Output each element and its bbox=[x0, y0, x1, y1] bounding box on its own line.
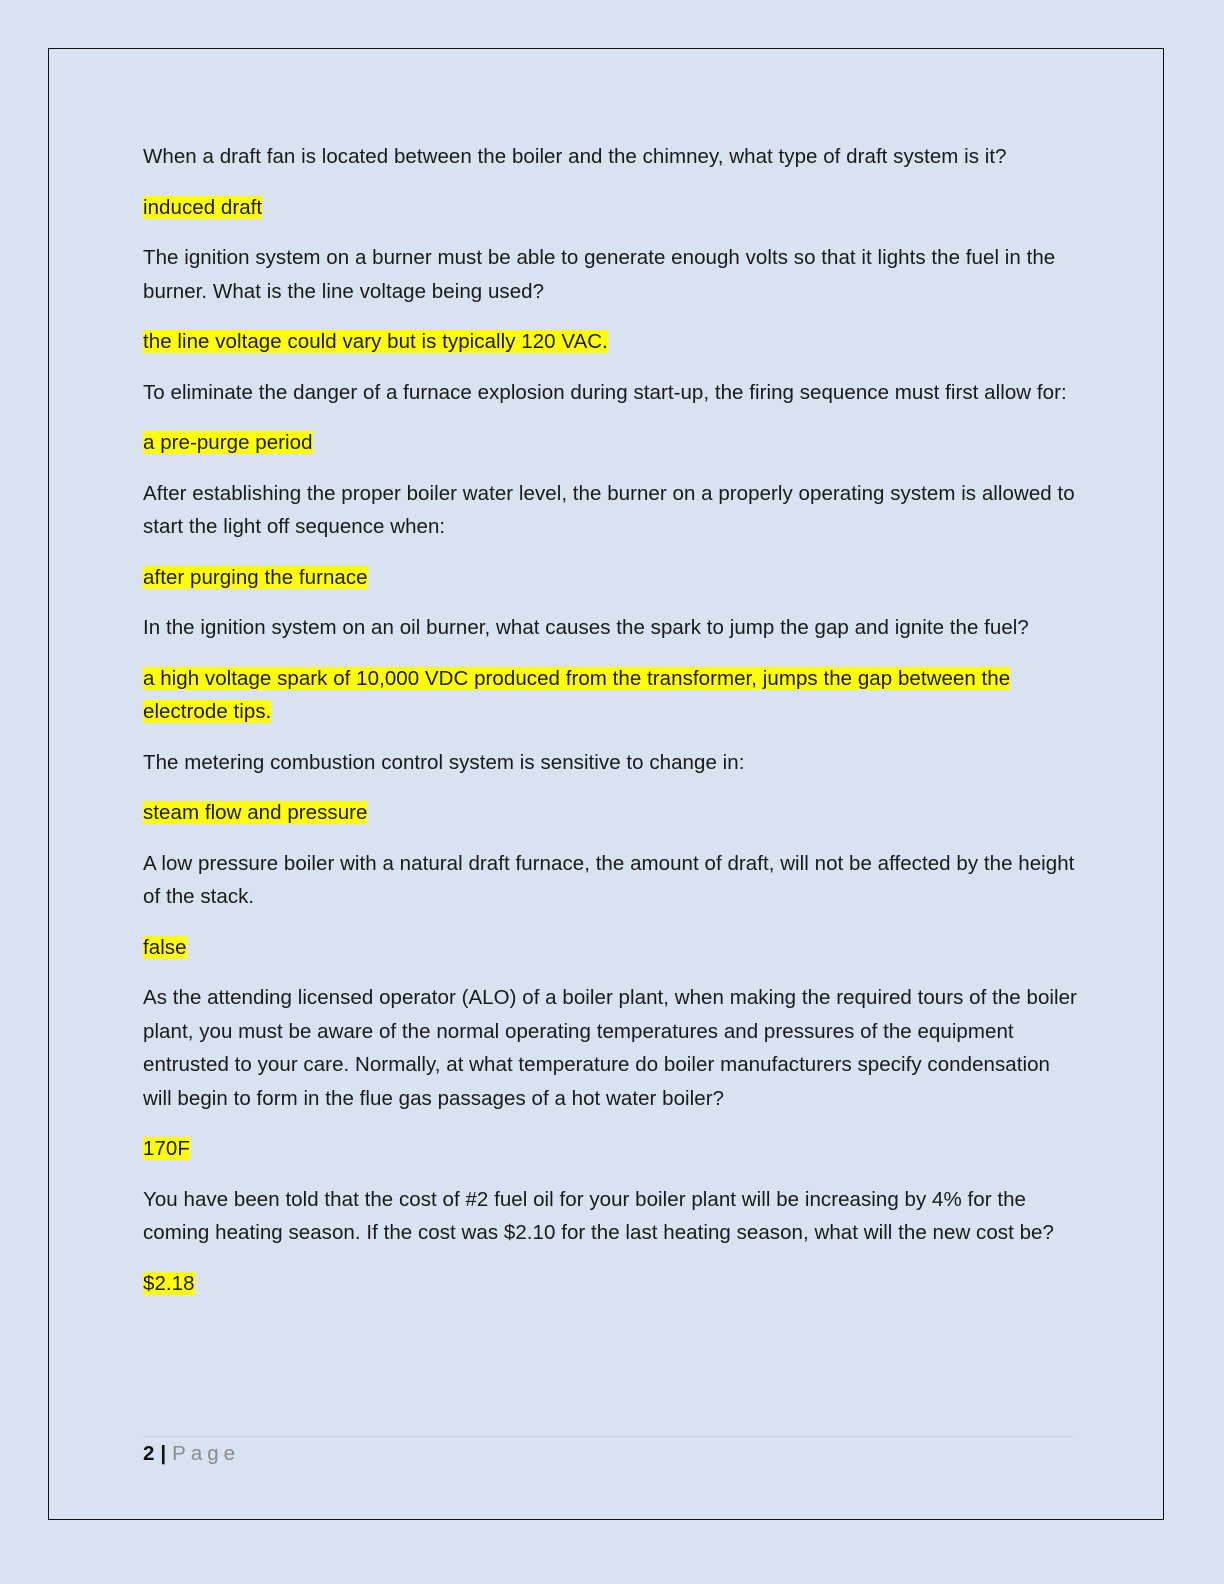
page-label: Page bbox=[172, 1442, 241, 1465]
answer-text bbox=[143, 325, 1078, 359]
answer-highlight: false bbox=[143, 935, 187, 959]
question-text: The ignition system on a burner must be able to generate enough volts so that it lights the fuel in the burner. What is the line voltage being used? bbox=[143, 246, 1056, 303]
question-text: In the ignition system on an oil burner, what causes the spark to jump the gap and ignite the fuel? bbox=[143, 616, 1029, 639]
answer-text bbox=[143, 426, 1078, 460]
answer-text bbox=[143, 662, 1078, 729]
answer-text bbox=[143, 1267, 1078, 1301]
answer-highlight: a high voltage spark of 10,000 VDC produced from the transformer, jumps the gap between the electrode tips. bbox=[143, 666, 1011, 723]
answer-text bbox=[143, 191, 1078, 225]
question-text: A low pressure boiler with a natural draft furnace, the amount of draft, will not be affected by the height of the stack. bbox=[143, 851, 1075, 908]
answer-text bbox=[143, 796, 1078, 830]
answer-text bbox=[143, 1132, 1078, 1166]
question-text: When a draft fan is located between the boiler and the chimney, what type of draft system is it? bbox=[143, 145, 1007, 168]
footer-divider bbox=[143, 1436, 1073, 1437]
question-text: After establishing the proper boiler water level, the burner on a properly operating system is allowed to start the light off sequence when: bbox=[143, 481, 1075, 538]
answer-highlight: induced draft bbox=[143, 195, 263, 219]
answer-highlight: 170F bbox=[143, 1137, 190, 1160]
footer-separator: | bbox=[160, 1442, 167, 1465]
answer-highlight: a pre-purge period bbox=[143, 431, 313, 454]
question-text: To eliminate the danger of a furnace explosion during start-up, the firing sequence must first allow for: bbox=[143, 380, 1067, 404]
document-body bbox=[143, 140, 1078, 1317]
question-text: You have been told that the cost of #2 fuel oil for your boiler plant will be increasing by 4% for the coming heating season. If the cost was $2.10 for the last heating season, what will the new cost be? bbox=[143, 1187, 1054, 1244]
page-number: 2 bbox=[143, 1442, 155, 1465]
question-text: As the attending licensed operator (ALO) of a boiler plant, when making the required tours of the boiler plant, you must be aware of the normal operating temperatures and pressures of the equipment entrusted to your care. Normally, at what temperature do boiler manufacturers specify condensation will begin to form in the flue gas passages of a hot water boiler? bbox=[143, 986, 1077, 1110]
page-footer bbox=[143, 1439, 240, 1469]
answer-text bbox=[143, 561, 1078, 595]
answer-highlight: $2.18 bbox=[143, 1271, 195, 1295]
answer-highlight: the line voltage could vary but is typically 120 VAC. bbox=[143, 330, 608, 353]
answer-text bbox=[143, 931, 1078, 965]
question-text: The metering combustion control system is sensitive to change in: bbox=[143, 750, 745, 774]
answer-highlight: after purging the furnace bbox=[143, 565, 368, 589]
answer-highlight: steam flow and pressure bbox=[143, 801, 368, 824]
